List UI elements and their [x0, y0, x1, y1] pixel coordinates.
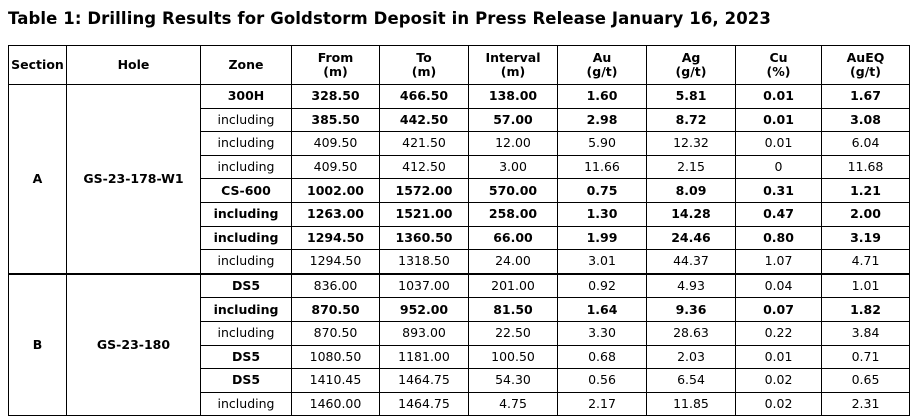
col-header-cu-label: Cu: [769, 50, 788, 65]
aueq-cell: 2.00: [822, 202, 910, 226]
ag-cell: 5.81: [647, 85, 736, 109]
zone-cell: including: [201, 132, 292, 156]
zone-cell: including: [201, 298, 292, 322]
au-cell: 3.01: [558, 250, 647, 274]
ag-cell: 14.28: [647, 202, 736, 226]
zone-cell: DS5: [201, 345, 292, 369]
to-cell: 412.50: [380, 155, 469, 179]
zone-cell: including: [201, 250, 292, 274]
au-cell: 1.99: [558, 226, 647, 250]
from-cell: 1002.00: [292, 179, 380, 203]
interval-cell: 81.50: [469, 298, 558, 322]
col-header-aueq: [822, 46, 910, 85]
aueq-cell: 1.82: [822, 298, 910, 322]
interval-cell: 57.00: [469, 108, 558, 132]
ag-cell: 2.15: [647, 155, 736, 179]
to-cell: 1521.00: [380, 202, 469, 226]
au-cell: 1.60: [558, 85, 647, 109]
col-header-section: Section: [9, 46, 67, 85]
to-cell: 442.50: [380, 108, 469, 132]
interval-cell: 258.00: [469, 202, 558, 226]
cu-cell: 0.31: [736, 179, 822, 203]
to-cell: 1464.75: [380, 369, 469, 393]
zone-cell: CS-600: [201, 179, 292, 203]
drilling-results-table: [8, 45, 910, 416]
col-header-hole: Hole: [67, 46, 201, 85]
col-header-interval-label: Interval: [485, 50, 541, 65]
col-header-to: [380, 46, 469, 85]
aueq-cell: 1.01: [822, 274, 910, 298]
from-cell: 870.50: [292, 321, 380, 345]
zone-cell: including: [201, 321, 292, 345]
ag-cell: 28.63: [647, 321, 736, 345]
ag-cell: 44.37: [647, 250, 736, 274]
section-cell: A: [9, 85, 67, 274]
to-cell: 1037.00: [380, 274, 469, 298]
interval-cell: 4.75: [469, 392, 558, 416]
zone-cell: DS5: [201, 274, 292, 298]
from-cell: 328.50: [292, 85, 380, 109]
ag-cell: 4.93: [647, 274, 736, 298]
to-cell: 1464.75: [380, 392, 469, 416]
col-header-au-label: Au: [592, 50, 612, 65]
col-header-aueq-label: AuEQ: [846, 50, 885, 65]
section-cell: B: [9, 274, 67, 416]
zone-cell: including: [201, 226, 292, 250]
cu-cell: 0.01: [736, 108, 822, 132]
table-row: [9, 85, 910, 109]
aueq-cell: 3.84: [822, 321, 910, 345]
au-cell: 0.92: [558, 274, 647, 298]
cu-cell: 0.02: [736, 369, 822, 393]
cu-cell: 1.07: [736, 250, 822, 274]
from-cell: 1460.00: [292, 392, 380, 416]
from-cell: 836.00: [292, 274, 380, 298]
interval-cell: 54.30: [469, 369, 558, 393]
col-header-aueq-unit: (g/t): [850, 64, 881, 79]
interval-cell: 66.00: [469, 226, 558, 250]
au-cell: 2.17: [558, 392, 647, 416]
to-cell: 952.00: [380, 298, 469, 322]
col-header-interval: [469, 46, 558, 85]
interval-cell: 138.00: [469, 85, 558, 109]
cu-cell: 0.80: [736, 226, 822, 250]
zone-cell: including: [201, 392, 292, 416]
to-cell: 893.00: [380, 321, 469, 345]
cu-cell: 0.07: [736, 298, 822, 322]
au-cell: 3.30: [558, 321, 647, 345]
aueq-cell: 6.04: [822, 132, 910, 156]
interval-cell: 24.00: [469, 250, 558, 274]
zone-cell: including: [201, 108, 292, 132]
aueq-cell: 1.21: [822, 179, 910, 203]
au-cell: 11.66: [558, 155, 647, 179]
ag-cell: 6.54: [647, 369, 736, 393]
col-header-ag-unit: (g/t): [675, 64, 707, 79]
col-header-from: [292, 46, 380, 85]
au-cell: 0.56: [558, 369, 647, 393]
aueq-cell: 3.19: [822, 226, 910, 250]
col-header-to-label: To: [416, 50, 432, 65]
table-row: [9, 274, 910, 298]
cu-cell: 0.04: [736, 274, 822, 298]
interval-cell: 12.00: [469, 132, 558, 156]
ag-cell: 11.85: [647, 392, 736, 416]
interval-cell: 570.00: [469, 179, 558, 203]
from-cell: 1080.50: [292, 345, 380, 369]
aueq-cell: 11.68: [822, 155, 910, 179]
col-header-from-unit: (m): [323, 64, 348, 79]
zone-cell: DS5: [201, 369, 292, 393]
ag-cell: 9.36: [647, 298, 736, 322]
to-cell: 421.50: [380, 132, 469, 156]
aueq-cell: 2.31: [822, 392, 910, 416]
header-row: [9, 46, 910, 85]
cu-cell: 0.02: [736, 392, 822, 416]
aueq-cell: 3.08: [822, 108, 910, 132]
cu-cell: 0.47: [736, 202, 822, 226]
col-header-to-unit: (m): [411, 64, 437, 79]
table-body: [9, 85, 910, 416]
zone-cell: including: [201, 202, 292, 226]
interval-cell: 22.50: [469, 321, 558, 345]
hole-cell: GS-23-178-W1: [67, 85, 201, 274]
from-cell: 1294.50: [292, 250, 380, 274]
zone-cell: including: [201, 155, 292, 179]
col-header-interval-unit: (m): [500, 64, 526, 79]
to-cell: 466.50: [380, 85, 469, 109]
hole-cell: GS-23-180: [67, 274, 201, 416]
cu-cell: 0.01: [736, 132, 822, 156]
table-title: Table 1: Drilling Results for Goldstorm Deposit in Press Release January 16, 2023: [8, 9, 771, 28]
from-cell: 1294.50: [292, 226, 380, 250]
interval-cell: 100.50: [469, 345, 558, 369]
cu-cell: 0.01: [736, 345, 822, 369]
col-header-from-label: From: [317, 50, 354, 65]
from-cell: 1410.45: [292, 369, 380, 393]
zone-cell: 300H: [201, 85, 292, 109]
au-cell: 0.68: [558, 345, 647, 369]
from-cell: 1263.00: [292, 202, 380, 226]
interval-cell: 201.00: [469, 274, 558, 298]
au-cell: 1.30: [558, 202, 647, 226]
cu-cell: 0.22: [736, 321, 822, 345]
ag-cell: 24.46: [647, 226, 736, 250]
from-cell: 409.50: [292, 132, 380, 156]
aueq-cell: 0.71: [822, 345, 910, 369]
aueq-cell: 0.65: [822, 369, 910, 393]
to-cell: 1181.00: [380, 345, 469, 369]
to-cell: 1360.50: [380, 226, 469, 250]
to-cell: 1572.00: [380, 179, 469, 203]
ag-cell: 2.03: [647, 345, 736, 369]
col-header-zone: Zone: [201, 46, 292, 85]
au-cell: 1.64: [558, 298, 647, 322]
ag-cell: 12.32: [647, 132, 736, 156]
aueq-cell: 4.71: [822, 250, 910, 274]
from-cell: 409.50: [292, 155, 380, 179]
from-cell: 870.50: [292, 298, 380, 322]
col-header-au-unit: (g/t): [586, 64, 618, 79]
ag-cell: 8.72: [647, 108, 736, 132]
interval-cell: 3.00: [469, 155, 558, 179]
ag-cell: 8.09: [647, 179, 736, 203]
to-cell: 1318.50: [380, 250, 469, 274]
from-cell: 385.50: [292, 108, 380, 132]
cu-cell: 0.01: [736, 85, 822, 109]
col-header-cu-unit: (%): [766, 64, 791, 79]
aueq-cell: 1.67: [822, 85, 910, 109]
col-header-au: [558, 46, 647, 85]
au-cell: 0.75: [558, 179, 647, 203]
au-cell: 2.98: [558, 108, 647, 132]
cu-cell: 0: [736, 155, 822, 179]
col-header-cu: [736, 46, 822, 85]
col-header-ag: [647, 46, 736, 85]
au-cell: 5.90: [558, 132, 647, 156]
col-header-ag-label: Ag: [681, 50, 701, 65]
